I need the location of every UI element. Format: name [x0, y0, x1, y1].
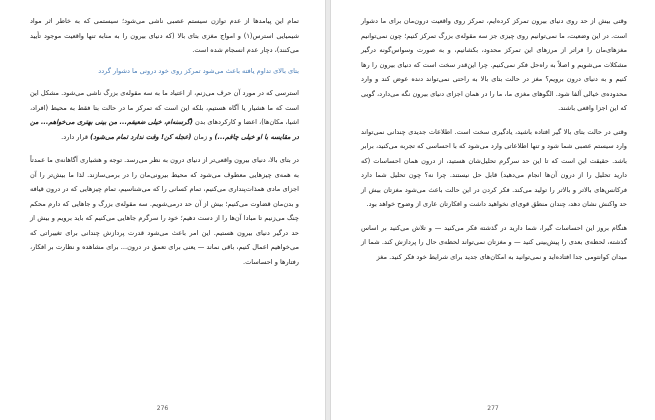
right-paragraph-3: هنگام بروز این احساسات گیرا، شما دارید در گذشته فکر می‌کنید — و تلاش می‌کنید بر اساس گذشته، لحظه‌ی بعدی را پیش‌بینی کنید — و مغزتان نمی‌تواند لحظه‌ی حال را پردازش کند. شما از میدان کوانتومی جدا افتاده‌اید و نمی‌توانید به امکان‌های جدید برای شرایط خود فکر کنید. مغز	[361, 223, 627, 261]
left-paragraph-2-text: استرسی که در مورد آن حرف می‌زنم، از اعتیاد ما به سه مقوله‌ی بزرگ ناشی می‌شود. مشکل این است که ما هشیار یا آگاه هستیم، بلکه این است که تمرکز ما در حالت بتا فقط به محیط (افراد، اشیا، مکان‌ها)، اعضا و کارکردهای بدن	[30, 89, 299, 126]
page-number-left: 276	[156, 405, 169, 412]
left-paragraph-2	[30, 86, 299, 144]
left-paragraph-2-mid: و زمان	[193, 132, 213, 141]
section-heading: بتای بالای تداوم یافته باعث می‌شود تمرکز روی خود درونی ما دشوار گردد	[98, 66, 299, 75]
left-page	[0, 0, 326, 420]
left-paragraph-2-tail: قرار دارد.	[61, 132, 89, 141]
right-paragraph-1: وقتی بیش از حد روی دنیای بیرون تمرکز کرده‌ایم، تمرکز روی واقعیت درون‌مان برای ما دشوار است. در این وضعیت، ما نمی‌توانیم روی چیزی جز سه مقوله‌ی بزرگ تمرکز کنیم؛ چون نمی‌توانیم مغزهای‌مان را فراتر از مرزهای این تمرکز محدود، بکشانیم، و به صورت وسواس‌گونه درگیر مشکلات می‌شویم و اصلاً به راه‌حل فکر نمی‌کنیم. چرا این‌قدر سخت است که دنیای بیرون را رها کنیم و به دنیای درون برویم؟ مغز در حالت بتای بالا به راحتی نمی‌تواند دنده عوض کند و وارد محدوده‌ی خیالی آلفا شود. الگوهای مغزی ما، ما را در همان اجزای دنیای بیرون نگه می‌دارد، گویی که این اجزا واقعی باشند.	[361, 17, 627, 112]
right-page-text	[361, 14, 627, 273]
emphasis-body-1: (گرسنه‌ام، خیلی ضعیفم... من بینی بهتری می‌خواهم... من	[30, 118, 193, 126]
left-paragraph-3: در بتای بالا، دنیای بیرون واقعی‌تر از دنیای درون به نظر می‌رسد. توجه و هشیاری آگاهانه‌ی ما عمدتاً به همه‌ی چیزهایی معطوف می‌شود که محیط بیرونی‌مان را در برمی‌سازند. لذا ما بیش‌تر را آن اجزای مادی همذات‌پنداری می‌کنیم، تمام کسانی را که می‌شناسیم، تمام چیزهایی که در درون قیافه و بدن‌مان قضاوت می‌کنیم؛ بیش از آن حد درمی‌شویم. سه مقوله‌ی بزرگ و جاهایی که دارم محکم چنگ می‌زنیم تا مبادا آن‌ها را از دست دهیم؛ خود را سرگرم جاهایی می‌کنیم که باید برویم و بیش از حد درگیر دنیای بیرون هستیم. این امر باعث می‌شود قدرت پردازش چندانی برای تغییراتی که می‌خواهیم اعمال کنیم، باقی نماند — یعنی برای تعمق در درون... برای مشاهده و نظارت بر افکار، رفتارها و احساسات.	[30, 156, 299, 266]
page-number-right: 277	[487, 405, 499, 412]
left-paragraph-1: تمام این پیامدها از عدم توازن سیستم عصبی ناشی می‌شود؛ سیستمی که به خاطر اثر مواد شیمیایی استرس(۱) و امواج مغزی بتای بالا (که دنیای بیرون را به منابه تنها واقعیت موجود تأیید می‌کنند)، دچار عدم انسجام شده است.	[30, 17, 300, 54]
emphasis-body-2: در مقایسه با او خیلی چاقم...)	[214, 132, 299, 141]
emphasis-time: (عجله کن! وقت ندارد تمام می‌شود)	[90, 132, 192, 141]
right-paragraph-2: وقتی در حالت بتای بالا گیر افتاده باشید، یادگیری سخت است. اطلاعات جدیدی چندانی نمی‌تواند وارد سیستم عصبی شما شود و تنها اطلاعاتی وارد می‌شود که با احساسی که تجربه می‌کنید، برابر باشد. حقیقت این است که تا این حد سرگرم تحلیل‌شان هستید، از درون همان احساسات (که دارید تحلیل را از درون آن‌ها انجام می‌دهید) قابل حل نیستند. چرا نه؟ چون تحلیل شما دارد فرکانس‌های بالاتر و بالاتر را تولید می‌کند. فکر کردن در این حالت باعث می‌شود مغزتان بیش از حد واکنش نشان دهد، چندان منطق قوی‌ای نخواهید داشت و افکارتان عاری از وضوح خواهد بود.	[361, 127, 627, 208]
left-page-text	[30, 14, 299, 278]
right-page	[330, 0, 655, 420]
